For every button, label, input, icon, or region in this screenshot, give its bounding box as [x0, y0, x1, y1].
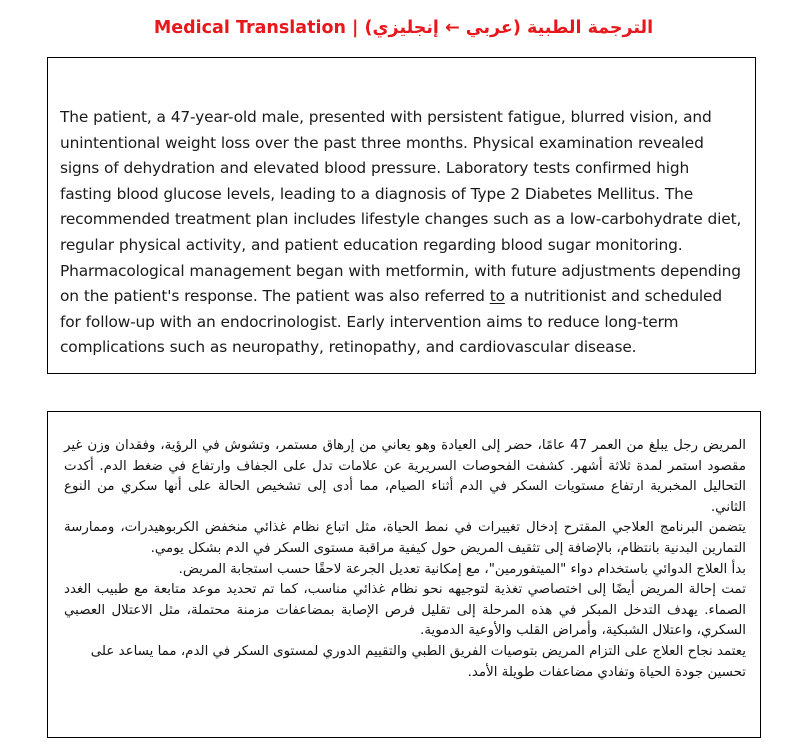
target-paragraphs: [64, 436, 746, 683]
source-text-box: [47, 57, 756, 374]
target-text-box: [47, 411, 761, 738]
target-paragraph: تمت إحالة المريض أيضًا إلى اختصاصي تغذية لتوجيهه نحو نظام غذائي مناسب، كما تم تحديد موعد متابعة مع طبيب الغدد الصماء. يهدف التدخل المبكر في هذه المرحلة إلى تقليل فرص الإصابة بمضاعفات مزمنة محتملة، مثل الاعتلال العصبي السكري، واعتلال الشبكية، وأمراض القلب والأوعية الدموية.: [64, 582, 746, 639]
target-paragraph: بدأ العلاج الدوائي باستخدام دواء "الميتفورمين"، مع إمكانية تعديل الجرعة لاحقًا حسب استجابة المريض.: [178, 561, 746, 577]
page-title: Medical Translation | الترجمة الطبية (عربي ← إنجليزي): [153, 18, 654, 38]
target-paragraph: المريض رجل يبلغ من العمر 47 عامًا، حضر إلى العيادة وهو يعاني من إرهاق مستمر، وتشوش في الرؤية، وفقدان وزن غير مقصود استمر لمدة ثلاثة أشهر. كشفت الفحوصات السريرية عن علامات تدل على الجفاف وارتفاع في ضغط الدم. أكدت التحاليل المخبرية ارتفاع مستويات السكر في الدم أثناء الصيام، مما أدى إلى تشخيص الحالة على أنها سكري من النوع الثاني.: [64, 438, 746, 515]
target-paragraph: يتضمن البرنامج العلاجي المقترح إدخال تغييرات في نمط الحياة، مثل اتباع نظام غذائي منخفض الكربوهيدرات، وممارسة التمارين البدنية بانتظام، بالإضافة إلى تثقيف المريض حول كيفية مراقبة مستوى السكر في الدم بشكل يومي.: [64, 520, 746, 556]
target-paragraph: يعتمد نجاح العلاج على التزام المريض بتوصيات الفريق الطبي والتقييم الدوري لمستوى السكر في الدم، مما يساعد على تحسين جودة الحياة وتفادي مضاعفات طويلة الأمد.: [90, 643, 746, 680]
source-text-part-2: a nutritionist and scheduled for follow-up with an endocrinologist. Early intervention aims to reduce long-term complications such as neuropathy, retinopathy, and cardiovascular disease.: [60, 287, 722, 357]
source-text-part-1: The patient, a 47-year-old male, presented with persistent fatigue, blurred vision, and unintentional weight loss over the past three months. Physical examination revealed signs of dehydration and elevated blood pressure. Laboratory tests confirmed high fasting blood glucose levels, leading to a diagnosis of Type 2 Diabetes Mellitus. The recommended treatment plan includes lifestyle changes such as a low-carbohydrate diet, regular physical activity, and patient education regarding blood sugar monitoring. Pharmacological management began with metformin, with future adjustments depending on the patient's response. The patient was also referred: [60, 108, 742, 306]
source-paragraph: [60, 105, 744, 361]
source-underlined-word: to: [489, 287, 505, 306]
